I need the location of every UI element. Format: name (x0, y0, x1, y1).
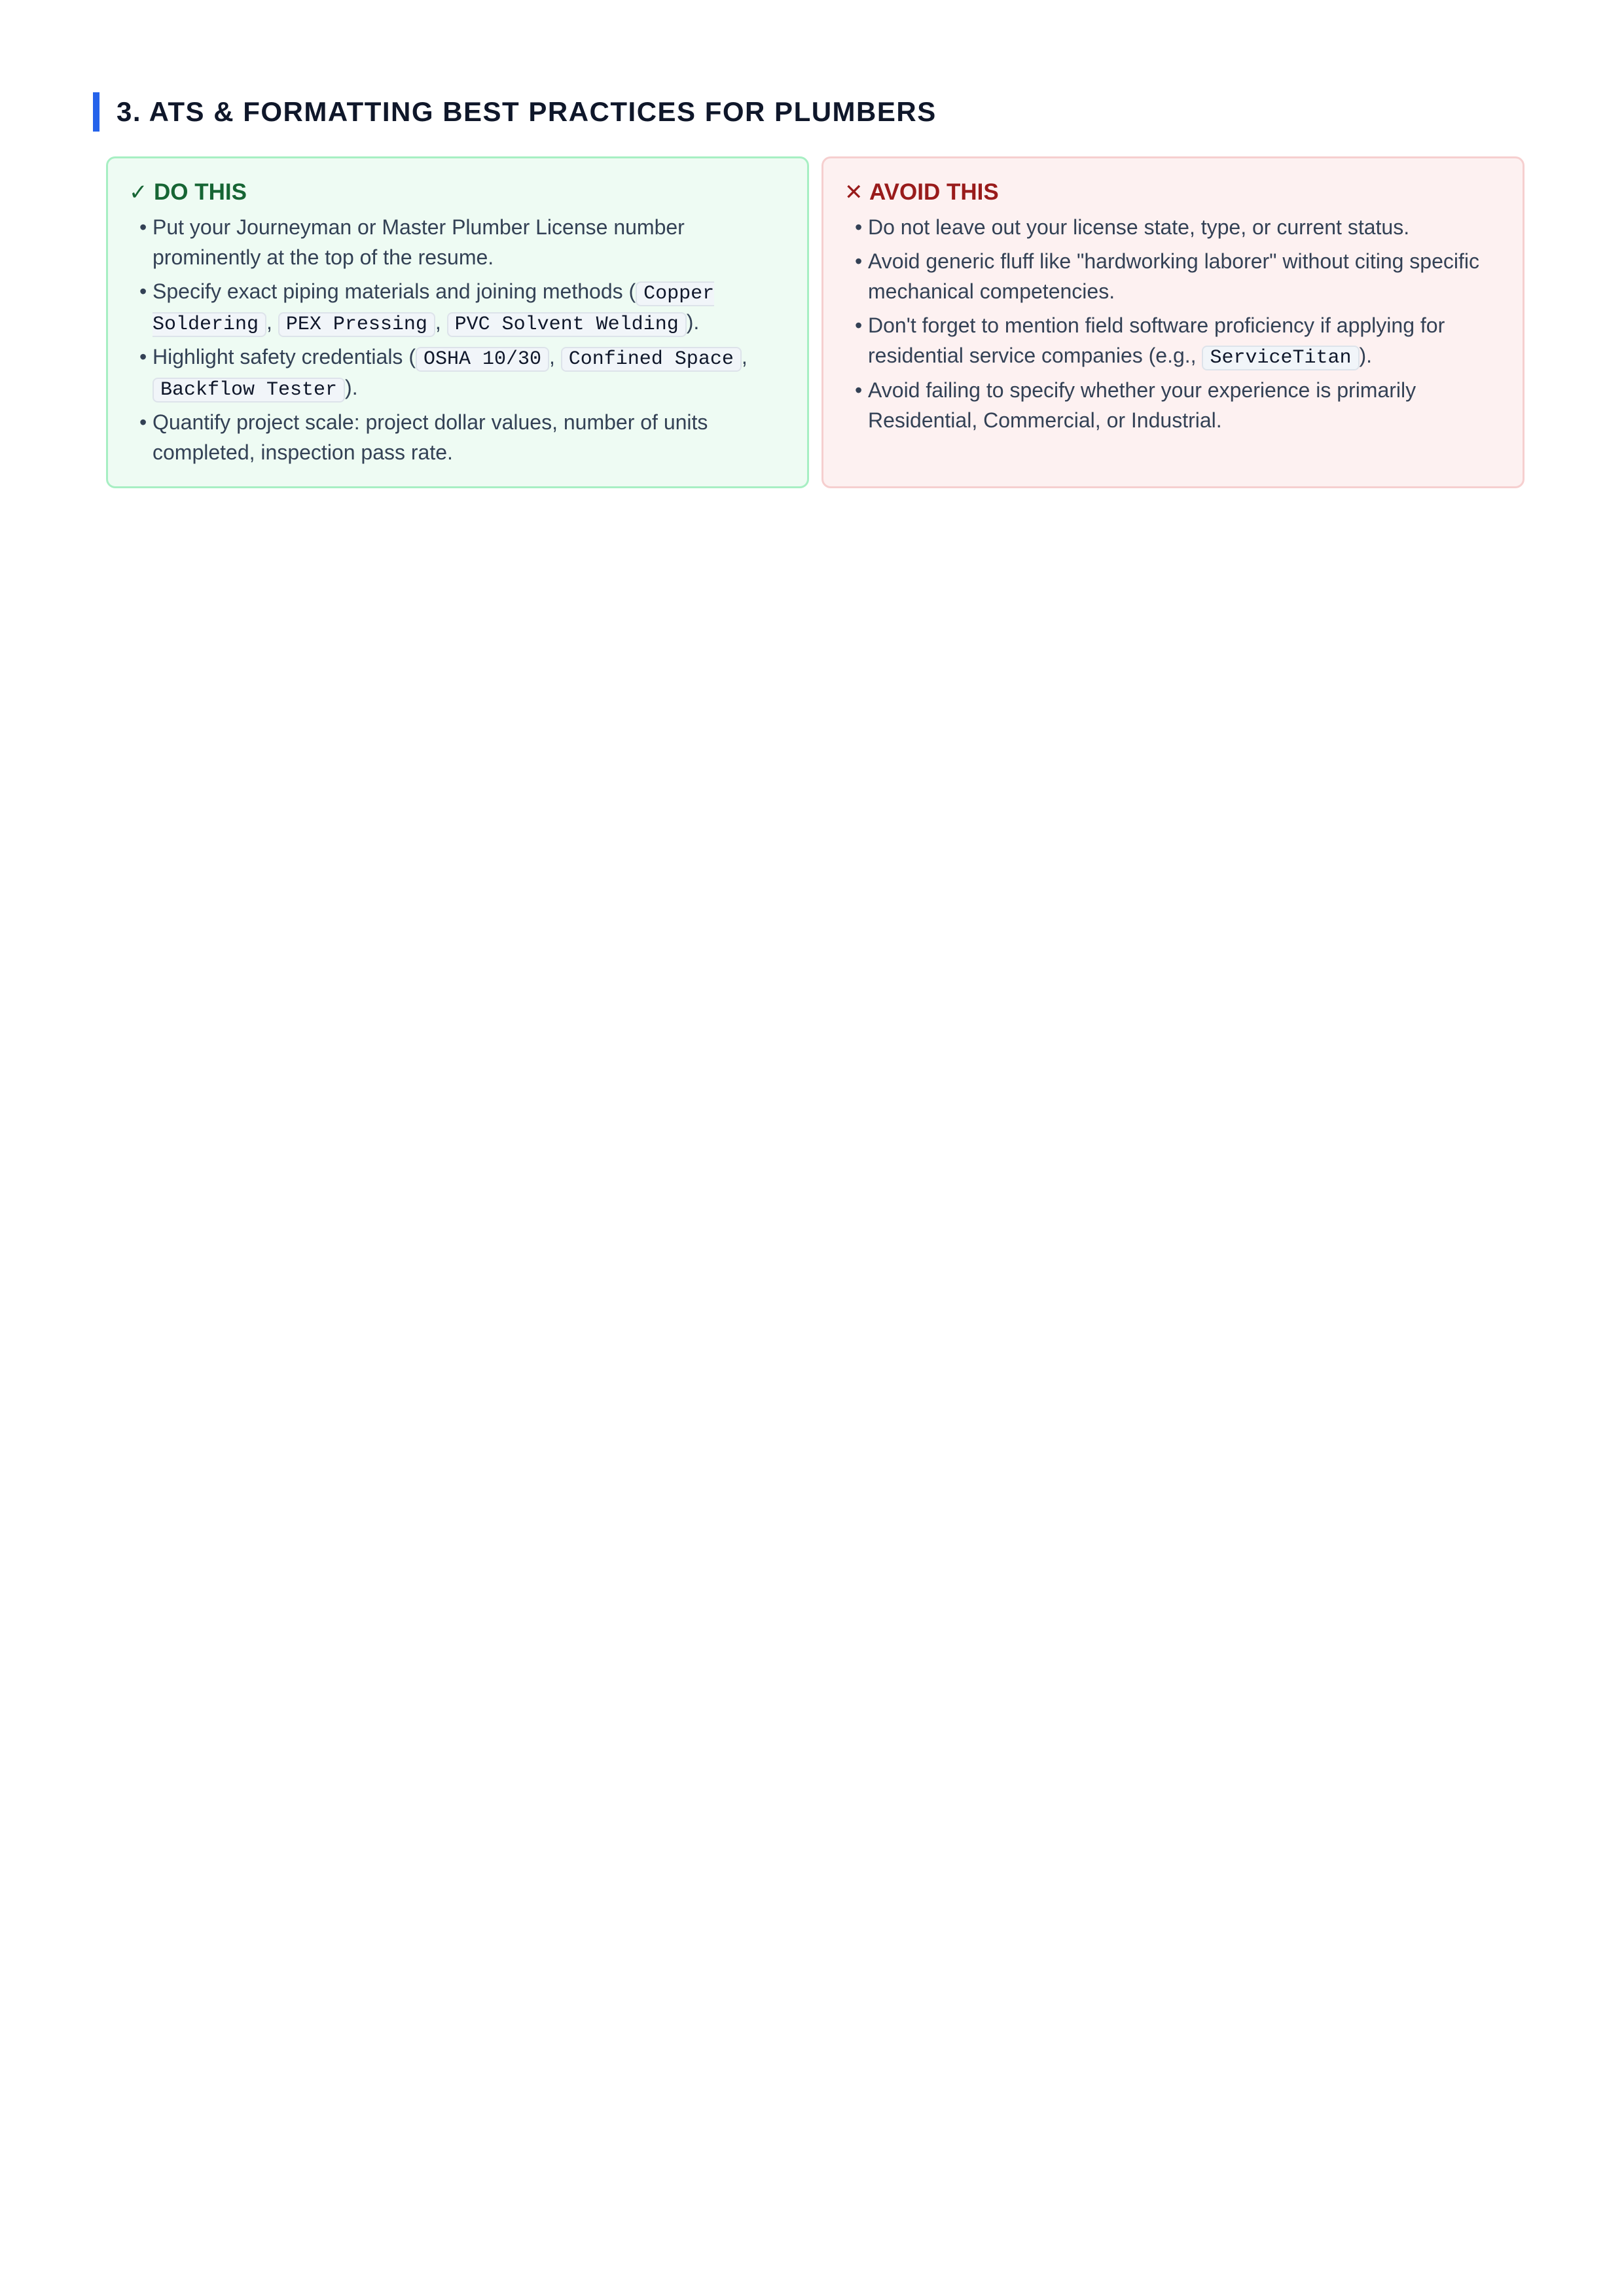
do-this-list (129, 212, 786, 467)
list-item: • Avoid generic fluff like "hardworking laborer" without citing specific mechanical competencies. (855, 246, 1502, 306)
list-item: • Highlight safety credentials ( OSHA 10/30 , Confined Space , Backflow Tester ). (139, 342, 786, 403)
code-chip: PEX Pressing (278, 312, 435, 337)
list-item: • Don't forget to mention field software proficiency if applying for residential service companies (e.g., ServiceTitan ). (855, 310, 1502, 371)
list-item: • Specify exact piping materials and joining methods ( Copper Soldering , PEX Pressing , PVC Solvent Welding ). (139, 276, 786, 338)
list-item: • Put your Journeyman or Master Plumber License number prominently at the top of the resume. (139, 212, 786, 272)
section-title: 3. ATS & FORMATTING BEST PRACTICES FOR PLUMBERS (93, 92, 937, 132)
avoid-this-heading (844, 178, 1502, 207)
avoid-this-heading-label: AVOID THIS (869, 179, 999, 205)
avoid-this-list (844, 212, 1502, 435)
code-chip: OSHA 10/30 (416, 347, 549, 372)
check-icon: ✓ (129, 180, 148, 205)
avoid-this-box (821, 156, 1525, 488)
list-item: • Do not leave out your license state, type, or current status. (855, 212, 1502, 242)
do-this-heading-label: DO THIS (154, 179, 247, 205)
do-this-heading (129, 178, 786, 207)
list-item: • Quantify project scale: project dollar values, number of units completed, inspection pass rate. (139, 407, 786, 467)
list-item: • Avoid failing to specify whether your experience is primarily Residential, Commercial, or Industrial. (855, 375, 1502, 435)
code-chip: Copper Soldering (153, 283, 715, 336)
do-this-box (106, 156, 809, 488)
code-chip: ServiceTitan (1202, 346, 1359, 370)
cross-icon: ✕ (844, 180, 863, 205)
code-chip: Confined Space (561, 347, 742, 372)
code-chip: Backflow Tester (153, 378, 345, 403)
code-chip: PVC Solvent Welding (447, 312, 687, 337)
